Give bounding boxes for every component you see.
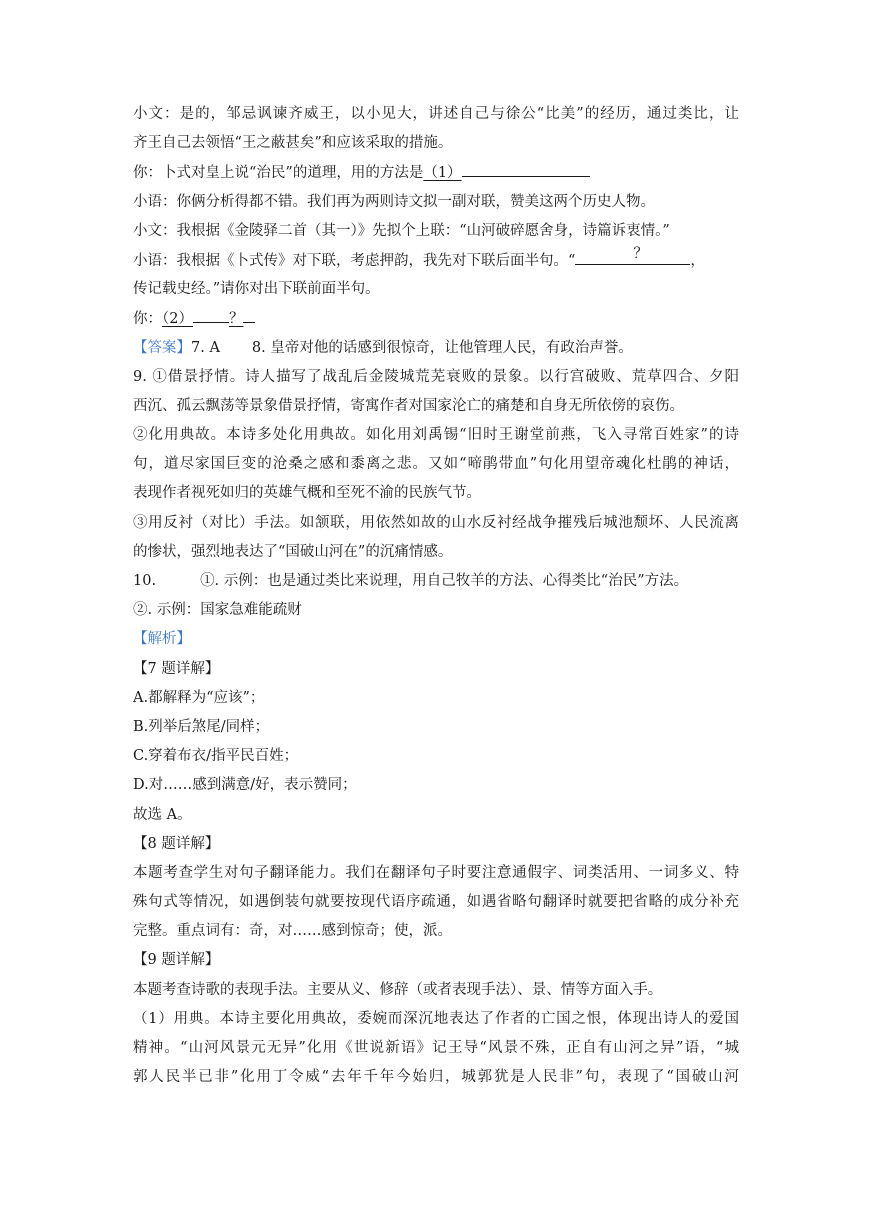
answer-tag: 【答案】 — [133, 339, 191, 356]
dialog-text: 你： — [133, 311, 162, 328]
section-heading: 【9 题详解】 — [133, 952, 220, 969]
dialog-line: 传记载史经。”请你对出下联前面半句。 — [133, 281, 380, 298]
section-heading: 【8 题详解】 — [133, 835, 220, 852]
document-body — [133, 100, 739, 1092]
analysis-tag: 【解析】 — [133, 631, 191, 648]
dialog-text: 小语：我根据《卜式传》对下联，考虑押韵，我先对下联后面半句。“ — [133, 252, 576, 269]
answer-text: 7. A — [191, 339, 220, 356]
answer-line: 句，道尽家国巨变的沧桑之感和黍离之悲。又如“啼鹃带血”句化用望帝魂化杜鹃的神话， — [133, 456, 739, 473]
blank-label-2: （2） — [162, 311, 193, 328]
answer-blank-2-tail — [243, 304, 255, 323]
answer-line: 9. ①借景抒情。诗人描写了战乱后金陵城荒芜衰败的景象。以行宫破败、荒草四合、夕阳 — [133, 368, 739, 385]
dialog-line — [133, 246, 739, 275]
analysis-line: C.穿着布衣/指平民百姓； — [133, 748, 299, 765]
dialog-text: 你：卜式对皇上说“治民”的道理，用的方法是 — [133, 165, 424, 182]
answer-text: ①. 示例：也是通过类比来说理，用自己牧羊的方法、心得类比“治民”方法。 — [200, 573, 689, 589]
answer-line: ③用反衬（对比）手法。如颔联，用依然如故的山水反衬经战争摧残后城池颓坏、人民流离 — [133, 514, 739, 531]
answer-line: 表现作者视死如归的英雄气概和至死不渝的民族气节。 — [133, 485, 481, 502]
answer-blank-couplet — [575, 246, 690, 265]
analysis-line: B.列举后煞尾/同样； — [133, 718, 270, 735]
analysis-line: A.都解释为“应该”； — [133, 689, 265, 706]
dialog-line — [133, 304, 739, 333]
answer-line: ②. 示例：国家急难能疏财 — [133, 602, 302, 619]
analysis-line: 精神。“山河风景元无异”化用《世说新语》记王导“风景不殊，正自有山河之异”语，“城 — [133, 1040, 739, 1056]
analysis-line: 本题考查学生对句子翻译能力。我们在翻译句子时要注意通假字、词类活用、一词多义、特 — [133, 864, 739, 881]
dialog-line: 小文：我根据《金陵驿二首（其一）》先拟个上联：“山河破碎愿舍身，诗篇诉衷情。” — [133, 222, 670, 239]
analysis-line: 故选 A。 — [133, 806, 192, 823]
analysis-line: 殊句式等情况，如遇倒装句就要按现代语序疏通，如遇省略句翻译时就要把省略的成分补充 — [133, 894, 739, 911]
dialog-line: 齐王自己去领悟“王之蔽甚矣”和应该采取的措施。 — [133, 135, 453, 152]
answer-line — [133, 334, 739, 363]
blank-question-mark: ？ — [228, 311, 244, 328]
analysis-line: D.对……感到满意/好，表示赞同； — [133, 777, 357, 794]
analysis-line: （1）用典。本诗主要化用典故，委婉而深沉地表达了作者的亡国之恨，体现出诗人的爱国 — [133, 1010, 739, 1027]
answer-line: ②化用典故。本诗多处化用典故。如化用刘禹锡“旧时王谢堂前燕，飞入寻常百姓家”的诗 — [133, 427, 739, 444]
blank-label-1: （1） — [423, 165, 462, 182]
answer-blank-1 — [462, 158, 590, 177]
answer-line: 西沉、孤云飘荡等景象借景抒情，寄寓作者对国家沦亡的痛楚和自身无所依傍的哀伤。 — [133, 397, 684, 414]
dialog-line: 小文：是的，邹忌讽谏齐威王，以小见大，讲述自己与徐公“比美”的经历，通过类比，让 — [133, 106, 739, 122]
analysis-line: 郭人民半已非”化用丁令威“去年千年今始归，城郭犹是人民非”句，表现了“国破山河 — [133, 1069, 739, 1086]
answer-text: 8. 皇帝对他的话感到很惊奇，让他管理人民，有政治声誉。 — [251, 339, 633, 356]
dialog-line — [133, 158, 739, 187]
answer-line — [133, 567, 739, 596]
section-heading: 【7 题详解】 — [133, 660, 220, 677]
answer-blank-2 — [193, 304, 229, 323]
blank-question-mark: ？ — [633, 245, 648, 262]
dialog-line: 小语：你俩分析得都不错。我们再为两则诗文拟一副对联，赞美这两个历史人物。 — [133, 193, 655, 210]
analysis-line: 完整。重点词有：奇，对……感到惊奇；使，派。 — [133, 923, 452, 940]
analysis-line: 本题考查诗歌的表现手法。主要从义、修辞（或者表现手法）、景、情等方面入手。 — [133, 981, 663, 998]
answer-text: 10. — [133, 573, 157, 589]
dialog-text: ， — [690, 252, 705, 269]
answer-line: 的惨状，强烈地表达了“国破山河在”的沉痛情感。 — [133, 543, 453, 560]
